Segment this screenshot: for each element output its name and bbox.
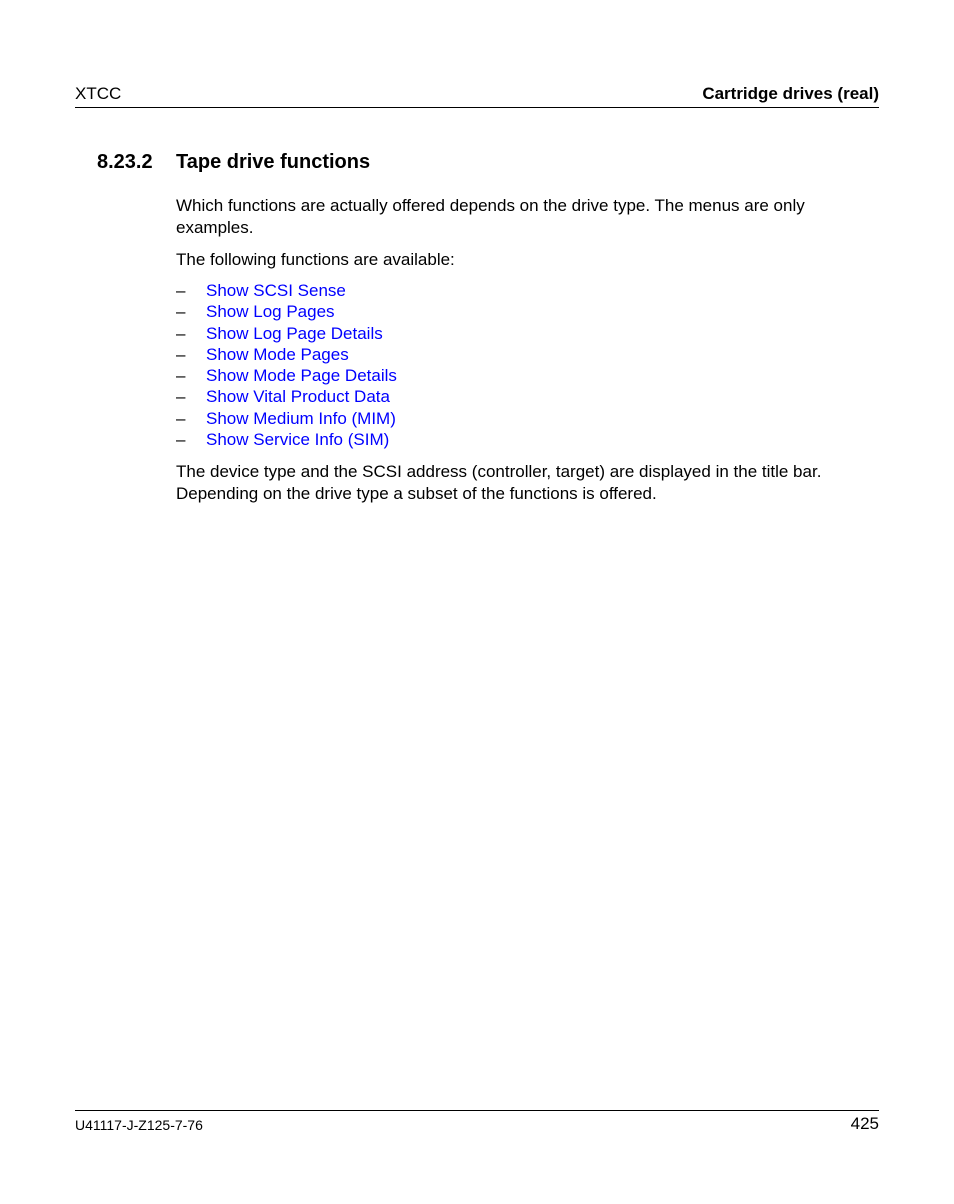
list-item bbox=[176, 365, 856, 386]
list-dash: – bbox=[176, 408, 186, 428]
closing-paragraph: The device type and the SCSI address (controller, target) are displayed in the title bar. Depending on the drive type a subset of the functions is offered. bbox=[176, 462, 822, 503]
list-dash: – bbox=[176, 387, 186, 407]
header-product-name: XTCC bbox=[75, 84, 122, 103]
link-show-log-pages[interactable]: Show Log Pages bbox=[206, 302, 335, 322]
section-title: Tape drive functions bbox=[176, 151, 371, 173]
list-item bbox=[176, 429, 856, 450]
list-dash: – bbox=[176, 366, 186, 386]
link-show-vital-product-data[interactable]: Show Vital Product Data bbox=[206, 387, 390, 407]
link-show-mode-pages[interactable]: Show Mode Pages bbox=[206, 344, 349, 364]
section-number: 8.23.2 bbox=[97, 151, 153, 173]
footer-document-id: U41117-J-Z125-7-76 bbox=[75, 1117, 203, 1133]
link-show-medium-info[interactable]: Show Medium Info (MIM) bbox=[206, 408, 396, 428]
list-dash: – bbox=[176, 302, 186, 322]
list-item bbox=[176, 301, 856, 322]
section-heading bbox=[97, 151, 370, 174]
function-list bbox=[176, 280, 856, 450]
list-item bbox=[176, 344, 856, 365]
list-item bbox=[176, 386, 856, 407]
list-lead-paragraph: The following functions are available: bbox=[176, 250, 455, 269]
link-show-mode-page-details[interactable]: Show Mode Page Details bbox=[206, 366, 397, 386]
list-dash: – bbox=[176, 430, 186, 450]
list-item bbox=[176, 280, 856, 301]
link-show-service-info[interactable]: Show Service Info (SIM) bbox=[206, 430, 390, 450]
list-dash: – bbox=[176, 344, 186, 364]
list-item bbox=[176, 323, 856, 344]
list-dash: – bbox=[176, 281, 186, 300]
list-item bbox=[176, 408, 856, 429]
footer-divider bbox=[75, 1110, 879, 1111]
link-show-scsi-sense[interactable]: Show SCSI Sense bbox=[206, 281, 346, 300]
footer-page-number: 425 bbox=[850, 1114, 879, 1133]
link-show-log-page-details[interactable]: Show Log Page Details bbox=[206, 323, 383, 343]
header-divider bbox=[75, 107, 879, 108]
list-dash: – bbox=[176, 323, 186, 343]
header-chapter-title: Cartridge drives (real) bbox=[702, 84, 879, 103]
intro-paragraph: Which functions are actually offered depends on the drive type. The menus are only examples. bbox=[176, 196, 805, 237]
